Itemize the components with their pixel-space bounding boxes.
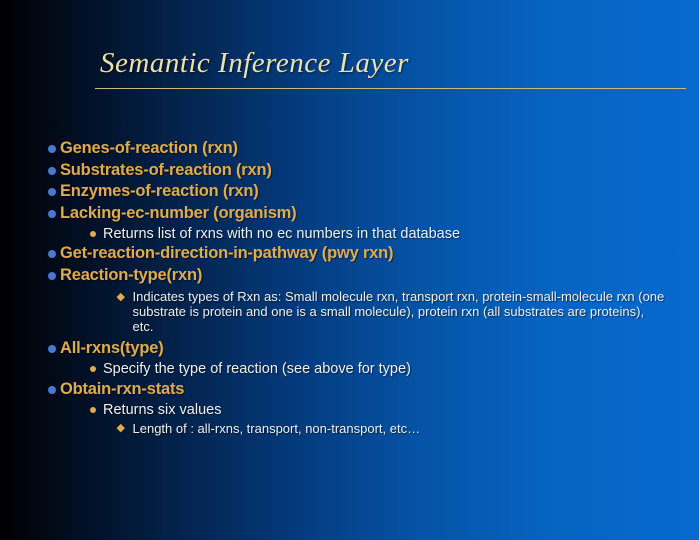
slide-title: Semantic Inference Layer (100, 47, 409, 79)
bullet-item (48, 338, 687, 360)
circle-bullet-icon (48, 250, 56, 258)
circle-bullet-icon (48, 167, 56, 175)
bullet-text: Returns six values (103, 401, 222, 418)
bullet-item (48, 181, 687, 203)
bullet-text: Length of : all-rxns, transport, non-transport, etc… (132, 420, 421, 436)
bullet-item (48, 402, 687, 418)
circle-bullet-icon (48, 272, 56, 280)
bullet-item (48, 226, 687, 242)
bullet-text: Returns list of rxns with no ec numbers in that database (103, 225, 461, 242)
circle-bullet-icon (90, 366, 96, 372)
bullet-text: Get-reaction-direction-in-pathway (pwy rxn) (60, 244, 394, 262)
diamond-bullet-icon (117, 424, 125, 432)
bullet-text: Obtain-rxn-stats (60, 379, 185, 398)
bullet-item (48, 138, 687, 160)
bullet-text: Specify the type of reaction (see above for type) (103, 361, 411, 377)
circle-bullet-icon (48, 145, 56, 153)
bullet-item (48, 361, 687, 377)
circle-bullet-icon (48, 386, 56, 394)
title-underline (95, 88, 686, 89)
bullet-text: Enzymes-of-reaction (rxn) (60, 182, 259, 200)
circle-bullet-icon (48, 345, 56, 353)
bullet-list (48, 138, 687, 440)
circle-bullet-icon (48, 210, 56, 218)
bullet-item (48, 379, 687, 401)
bullet-item (48, 160, 687, 182)
bullet-text: Genes-of-reaction (rxn) (60, 139, 238, 157)
bullet-item (48, 265, 687, 287)
bullet-text: Reaction-type(rxn) (60, 265, 203, 284)
bullet-item (48, 243, 687, 265)
diamond-bullet-icon (117, 292, 125, 300)
circle-bullet-icon (90, 231, 96, 237)
bullet-text: Lacking-ec-number (organism) (60, 203, 297, 222)
bullet-item (48, 203, 687, 225)
bullet-item (48, 421, 687, 436)
circle-bullet-icon (90, 407, 96, 413)
bullet-text: All-rxns(type) (60, 339, 164, 357)
circle-bullet-icon (48, 188, 56, 196)
bullet-item (48, 289, 687, 334)
bullet-text: Indicates types of Rxn as: Small molecule rxn, transport rxn, protein-small-molecule rxn (one substrate is protein and one is a small molecule), protein rxn (all substrates are proteins), etc. (132, 289, 665, 334)
bullet-text: Substrates-of-reaction (rxn) (60, 160, 272, 179)
